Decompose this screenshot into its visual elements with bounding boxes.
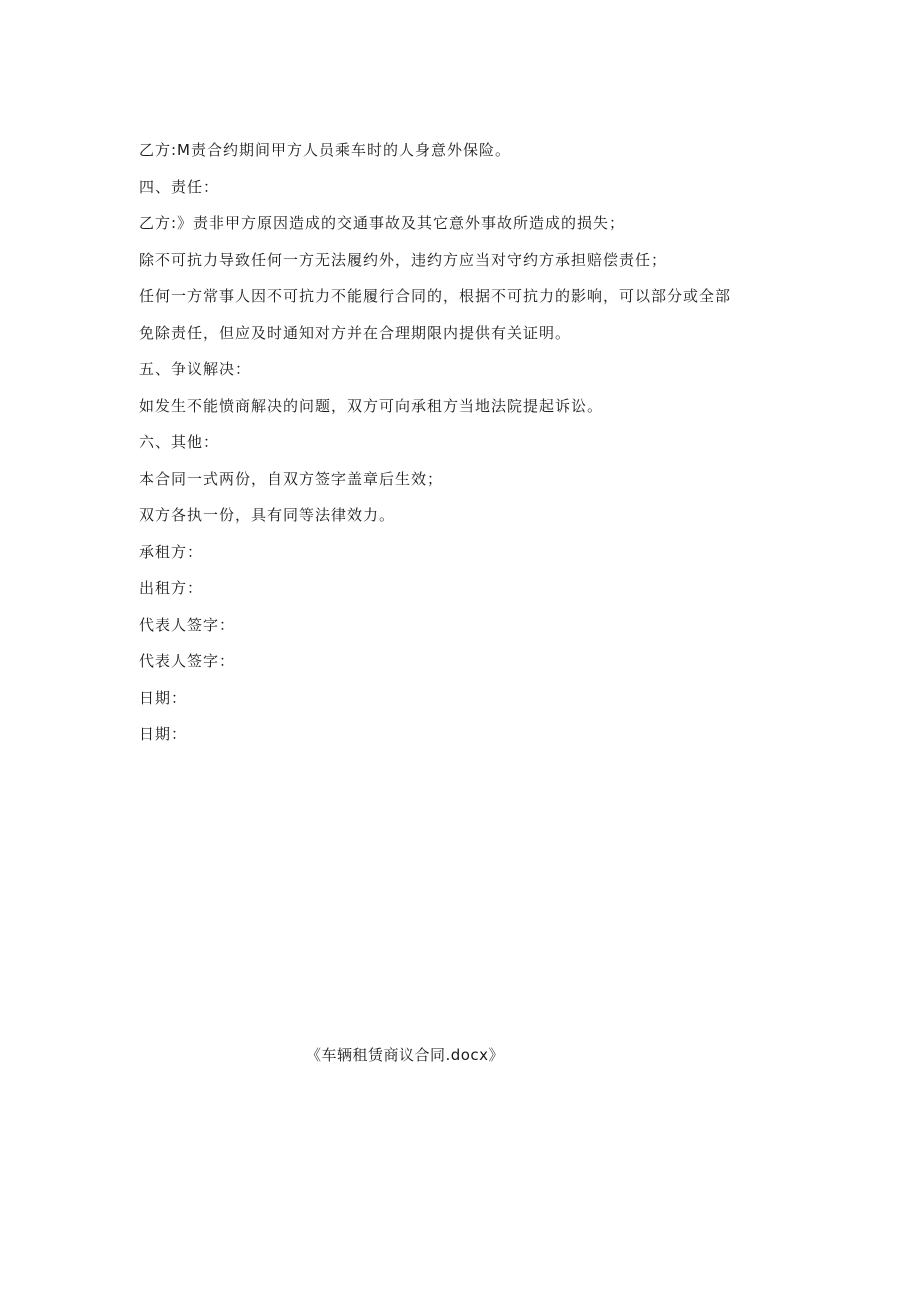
section-heading-liability: 四、责任： <box>139 177 220 196</box>
section-heading-dispute: 五、争议解决： <box>139 360 252 378</box>
document-body <box>139 138 799 759</box>
signature-representative-2: 代表人签字： <box>139 652 236 670</box>
signature-lessee: 承租方： <box>139 542 204 561</box>
signature-date-1: 日期： <box>139 688 188 707</box>
clause-legal-effect: 双方各执一份，具有同等法律效力。 <box>139 506 396 524</box>
signature-date-2: 日期： <box>139 725 188 743</box>
clause-copies: 本合同一式两份，自双方签字盖章后生效； <box>139 469 444 488</box>
clause-breach-compensation: 除不可抗力导致任何一方无法履约外，违约方应当对守约方承担赔偿责任； <box>139 250 668 269</box>
clause-dispute-court: 如发生不能愤商解决的问题，双方可向承租方当地法院提起诉讼。 <box>139 396 604 415</box>
signature-lessor: 出租方： <box>139 579 204 597</box>
clause-accident-loss: 乙方:》责非甲方原因造成的交通事故及其它意外事故所造成的损失； <box>139 214 626 232</box>
signature-representative-1: 代表人签字： <box>139 615 236 634</box>
clause-force-majeure: 任何一方常事人因不可抗力不能履行合同的，根据不可抗力的影响，可以部分或全部 <box>139 287 732 305</box>
footer-filename: 《车辆租赁商议合同.docx》 <box>305 1046 505 1064</box>
page-footer <box>0 1044 920 1066</box>
clause-insurance: 乙方:M责合约期间甲方人员乘车时的人身意外保险。 <box>139 141 511 159</box>
clause-force-majeure-cont: 免除责任，但应及时通知对方并在合理期限内提供有关证明。 <box>139 323 572 342</box>
section-heading-other: 六、其他： <box>139 433 220 451</box>
